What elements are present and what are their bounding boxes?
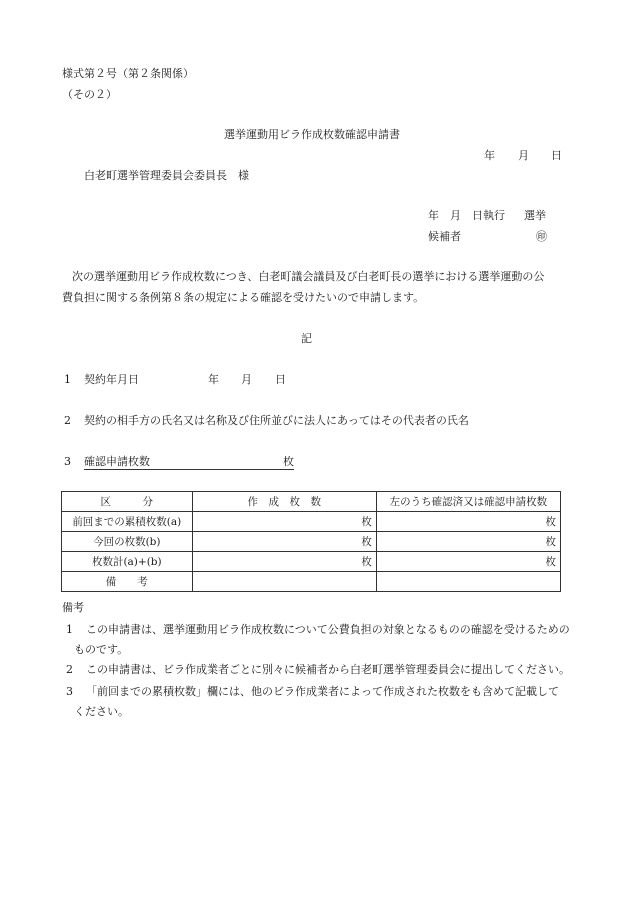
item2-label: 契約の相手方の氏名又は名称及び住所並びに法人にあってはその代表者の氏名 <box>84 414 469 427</box>
note2-text: この申請書は、ビラ作成業者ごとに別々に候補者から白老町選挙管理委員会に提出してください。 <box>86 663 570 676</box>
date-year: 年 <box>484 149 495 162</box>
table-row <box>62 572 561 592</box>
form-number: 様式第２号（第２条関係） <box>62 67 194 80</box>
candidate-label: 候補者 <box>428 230 461 243</box>
row-confirmed-unit: 枚 <box>376 532 560 552</box>
count-table <box>61 491 561 592</box>
row-confirmed-unit: 枚 <box>376 512 560 532</box>
item3-number: 3 <box>64 455 71 468</box>
table-header-row <box>62 492 561 512</box>
item1-number: 1 <box>64 373 71 386</box>
notes-heading: 備考 <box>62 601 84 614</box>
date-month: 月 <box>518 149 529 162</box>
row-created-unit: 枚 <box>192 552 376 572</box>
item2-number: 2 <box>64 414 71 427</box>
table-row <box>62 512 561 532</box>
item3-label: 確認申請枚数 <box>84 455 150 468</box>
addressee: 白老町選挙管理委員会委員長 様 <box>84 169 249 182</box>
table-header-category: 区 分 <box>62 492 193 512</box>
row-confirmed-unit: 枚 <box>376 552 560 572</box>
note3-number: 3 <box>66 685 73 698</box>
item1-day: 日 <box>275 373 286 386</box>
election-date: 年 月 日執行 <box>428 209 505 222</box>
election-type: 選挙 <box>524 209 546 222</box>
table-header-created: 作 成 枚 数 <box>192 492 376 512</box>
item1-month: 月 <box>241 373 252 386</box>
row-created-unit <box>192 572 376 592</box>
item1-label: 契約年月日 <box>84 373 139 386</box>
body-text-line2: 費負担に関する条例第８条の規定による確認を受けたいので申請します。 <box>62 291 425 304</box>
note2-number: 2 <box>66 663 73 676</box>
table-row <box>62 552 561 572</box>
row-confirmed-unit <box>376 572 560 592</box>
row-created-unit: 枚 <box>192 532 376 552</box>
date-day: 日 <box>551 149 562 162</box>
item3-unit: 枚 <box>283 455 294 468</box>
seal-mark: ㊞ <box>536 230 547 243</box>
ki-heading: 記 <box>301 332 312 345</box>
row-created-unit: 枚 <box>192 512 376 532</box>
document-title: 選挙運動用ビラ作成枚数確認申請書 <box>224 128 400 141</box>
note1-continuation: ものです。 <box>74 643 129 656</box>
note3-continuation: ください。 <box>74 705 129 718</box>
row-label: 枚数計(a)+(b) <box>62 552 193 572</box>
note3-text: 「前回までの累積枚数」欄には、他のビラ作成業者によって作成された枚数をも含めて記載して <box>86 685 559 698</box>
note1-text: この申請書は、選挙運動用ビラ作成枚数について公費負担の対象となるものの確認を受けるための <box>86 623 570 636</box>
row-label: 前回までの累積枚数(a) <box>62 512 193 532</box>
row-label: 今回の枚数(b) <box>62 532 193 552</box>
form-sub-number: （その２） <box>62 88 117 101</box>
row-label: 備 考 <box>62 572 193 592</box>
table-header-confirmed: 左のうち確認済又は確認申請枚数 <box>376 492 560 512</box>
item3-underline <box>84 469 294 470</box>
body-text-line1: 次の選挙運動用ビラ作成枚数につき、白老町議会議員及び白老町長の選挙における選挙運動の公 <box>72 270 545 283</box>
item1-year: 年 <box>208 373 219 386</box>
note1-number: 1 <box>66 623 73 636</box>
table-row <box>62 532 561 552</box>
